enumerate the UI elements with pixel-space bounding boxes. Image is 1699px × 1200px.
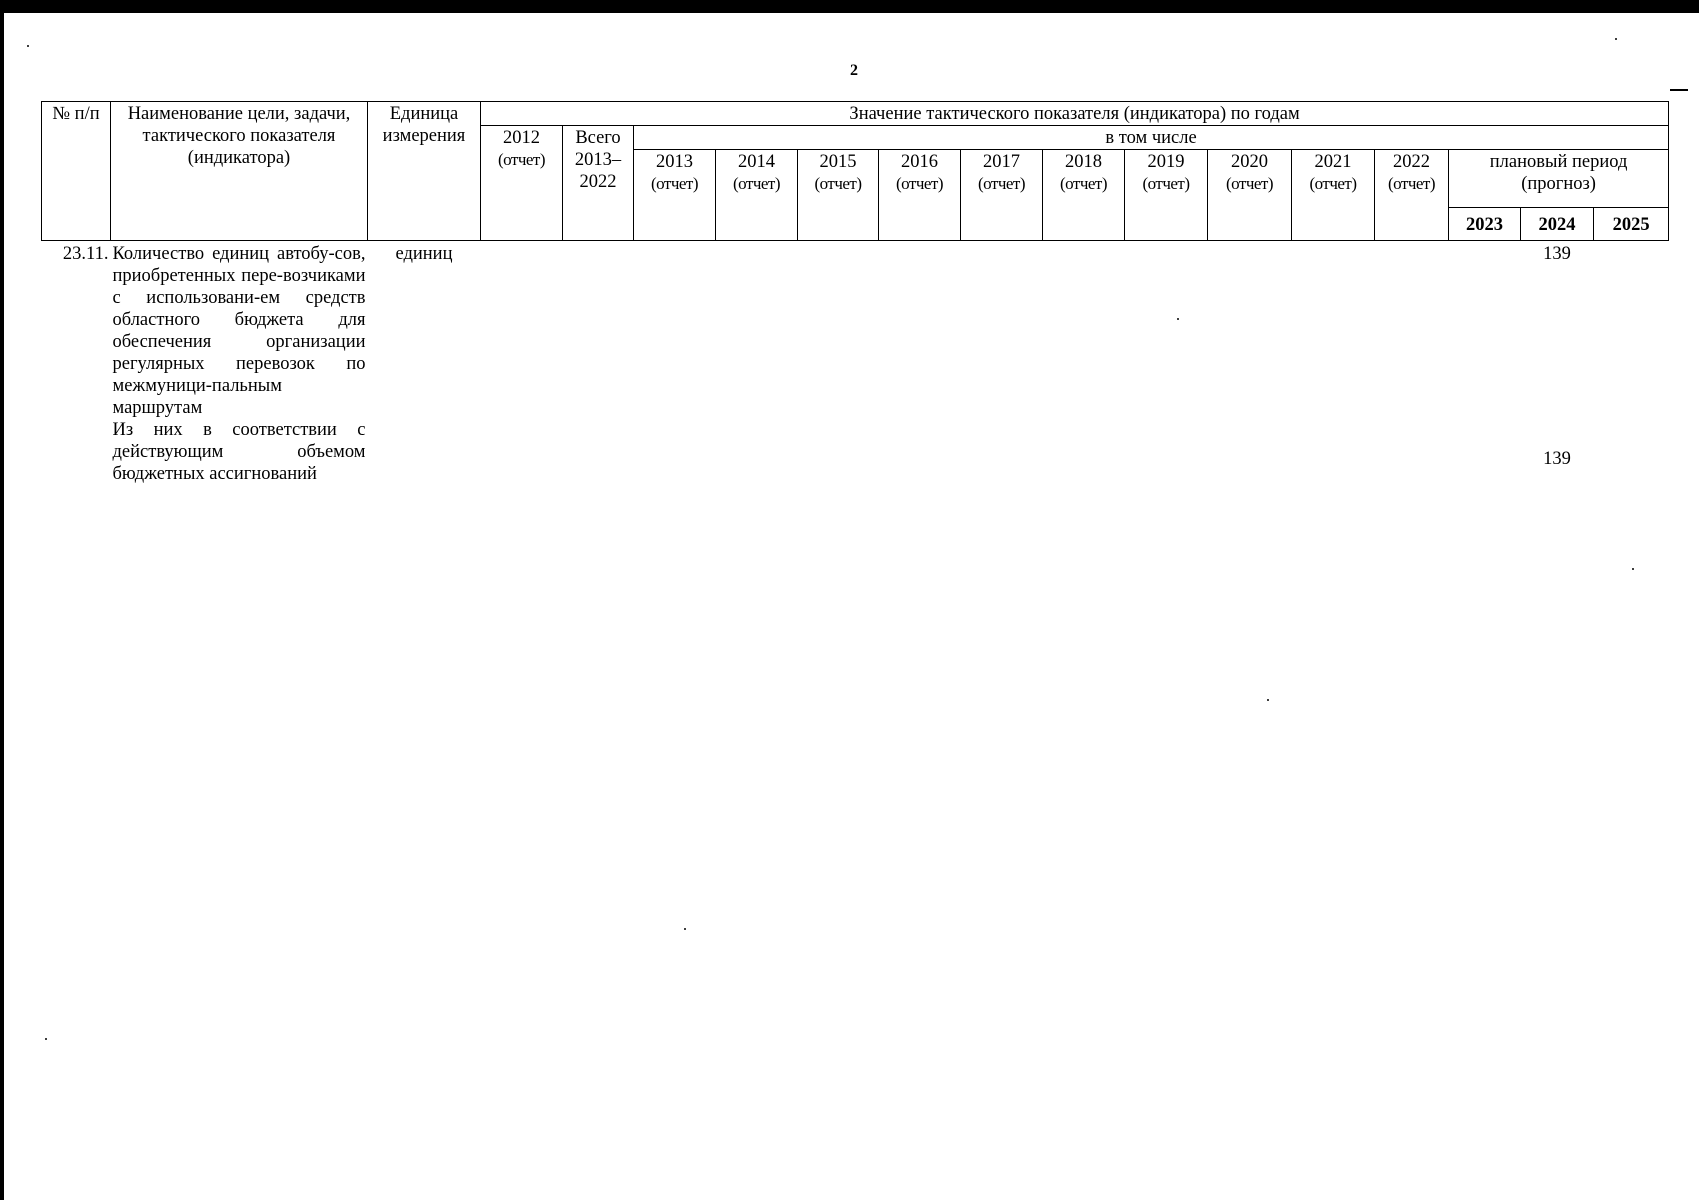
header-year-2025: 2025 [1594,208,1669,241]
year-note: (отчет) [814,174,862,193]
scan-speck [27,45,29,47]
year-label: 2015 [819,152,857,172]
year-note: (отчет) [1225,174,1274,193]
year-label: 2013 [656,152,693,172]
header-year-2012-note: (отчет) [497,150,546,169]
header-year-2022 [1375,150,1449,241]
year-label: 2022 [1393,152,1430,172]
scan-speck [1615,38,1617,40]
cell-2012 [481,241,563,486]
header-year-2018 [1043,150,1125,241]
header-num: № п/п [42,102,111,241]
cell-2015 [798,241,879,486]
cell-2022 [1375,241,1449,486]
scan-speck [1267,699,1269,701]
table-row [42,241,1669,486]
cell-2018 [1043,241,1125,486]
year-label: 2014 [738,152,775,172]
header-total-range: 2013–2022 [574,150,622,192]
year-note: (отчет) [1309,174,1357,193]
indicators-table [41,101,1669,485]
scan-border-left [0,0,4,1200]
value-spacer [1523,265,1592,448]
year-label: 2020 [1231,152,1268,172]
row-name-cell [111,241,368,486]
header-total-label: Всего [575,128,621,148]
year-label: 2018 [1065,152,1102,172]
year-label: 2019 [1147,152,1185,172]
year-note: (отчет) [1059,174,1108,193]
indicator-name: Количество единиц автобу-сов, приобретенных пере-возчиками с использовани-ем средств областного бюджета для обеспечения организации регулярных перевозок по межмуници-пальным маршрутам [112,244,366,418]
row-number: 23.11. [62,244,109,264]
header-unit: Единица измерения [368,102,481,241]
value-2024: 139 [1543,244,1571,264]
year-note: (отчет) [1387,174,1436,193]
cell-2020 [1208,241,1292,486]
header-year-2012 [481,126,563,241]
header-year-2013 [634,150,716,241]
cell-2023 [1449,241,1521,486]
row-unit: единиц [395,244,453,264]
page-number: 2 [850,62,858,79]
year-label: 2017 [983,152,1020,172]
header-year-2014 [716,150,798,241]
cell-2017 [961,241,1043,486]
cell-2024 [1521,241,1594,486]
scan-dash-mark [1670,89,1688,91]
header-year-2021 [1292,150,1375,241]
year-note: (отчет) [732,174,781,193]
sub-value-2024: 139 [1543,449,1571,469]
year-note: (отчет) [895,174,944,193]
year-note: (отчет) [1142,174,1190,193]
header-year-2024: 2024 [1521,208,1594,241]
year-label: 2021 [1314,152,1352,172]
cell-2013 [634,241,716,486]
header-year-2020 [1208,150,1292,241]
header-name: Наименование цели, задачи, тактического показателя (индикатора) [111,102,368,241]
indicator-sub-name: Из них в соответствии с действующим объемом бюджетных ассигнований [112,420,366,484]
year-note: (отчет) [977,174,1026,193]
header-year-2019 [1125,150,1208,241]
cell-2019 [1125,241,1208,486]
header-year-2023: 2023 [1449,208,1521,241]
cell-2025 [1594,241,1669,486]
header-year-2012-label: 2012 [503,128,540,148]
header-planned-period: плановый период (прогноз) [1449,150,1669,208]
header-year-2016 [879,150,961,241]
header-values-group: Значение тактического показателя (индикатора) по годам [481,102,1669,126]
header-year-2017 [961,150,1043,241]
header-year-2015 [798,150,879,241]
scan-border-top [0,0,1699,13]
scan-speck [1632,568,1634,570]
cell-2014 [716,241,798,486]
cell-2016 [879,241,961,486]
header-total [563,126,634,241]
year-note: (отчет) [650,174,699,193]
scan-speck [45,1038,47,1040]
scan-speck [684,928,686,930]
cell-total [563,241,634,486]
cell-2021 [1292,241,1375,486]
year-label: 2016 [901,152,938,172]
header-including: в том числе [634,126,1669,150]
